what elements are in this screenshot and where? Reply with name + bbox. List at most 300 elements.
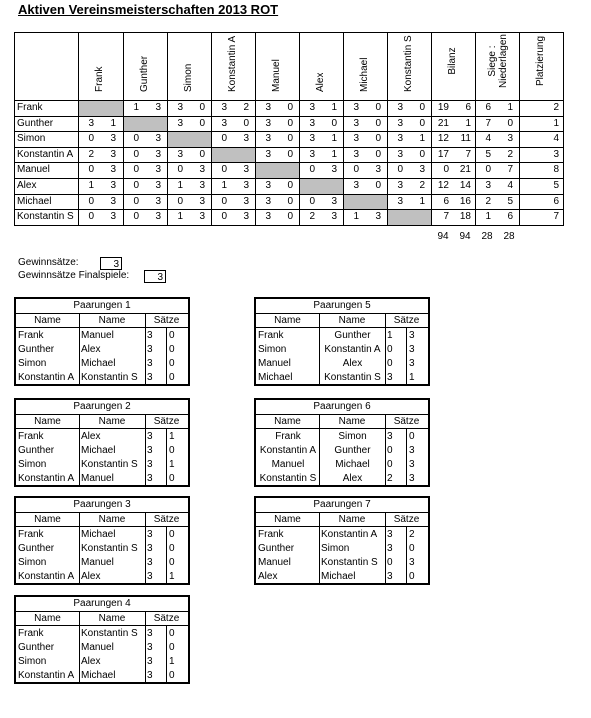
pairing-sets-a: 3 (147, 459, 153, 470)
grid-line (387, 32, 388, 225)
pairing-sets-b: 0 (169, 557, 175, 568)
gewinnsaetze-label: Gewinnsätze: (18, 257, 79, 268)
stat-header-label: Siege : (487, 45, 498, 77)
score-lost: 3 (331, 164, 337, 176)
final-gewinnsaetze-label: Gewinnsätze Finalspiele: (18, 270, 130, 281)
score-won: 0 (221, 195, 227, 207)
pairing-sets-a: 3 (147, 473, 153, 484)
score-lost: 3 (199, 211, 205, 223)
score-won: 0 (309, 164, 315, 176)
pairing-sets-b: 3 (409, 445, 415, 456)
grid-line (166, 429, 167, 485)
pairing-sets-a: 3 (147, 543, 153, 554)
score-lost: 1 (331, 133, 337, 145)
bilanz-lost: 18 (459, 211, 471, 223)
siege: 5 (485, 148, 491, 160)
grid-line (14, 131, 564, 132)
bilanz-lost: 11 (460, 133, 471, 145)
sheet-title: Aktiven Vereinsmeisterschaften 2013 ROT (18, 2, 279, 17)
grid-line (385, 513, 386, 583)
pairing-sets-b: 1 (409, 372, 415, 383)
grid-line (256, 327, 428, 328)
siege: 1 (485, 211, 491, 223)
pairing-player-b: Manuel (81, 473, 114, 484)
row-player-name: Konstantin S (17, 211, 74, 223)
score-lost: 3 (375, 164, 381, 176)
score-won: 0 (88, 211, 94, 223)
pairing-header: Name (319, 513, 385, 527)
grid-line (14, 116, 564, 117)
score-won: 3 (397, 180, 403, 191)
score-won: 3 (221, 102, 227, 113)
grid-line (14, 147, 564, 148)
pairing-sets-b: 1 (169, 431, 175, 442)
platzierung: 1 (553, 117, 559, 129)
pairing-player-a: Frank (258, 330, 284, 341)
score-lost: 1 (331, 148, 337, 160)
score-won: 3 (353, 117, 359, 129)
pairing-title: Paarungen 3 (16, 498, 188, 513)
gewinnsaetze-value[interactable]: 3 (100, 257, 122, 270)
siege: 3 (485, 180, 491, 191)
score-won: 3 (221, 117, 227, 129)
pairing-player-a: Simon (258, 344, 287, 355)
pairing-sets-b: 0 (169, 473, 175, 484)
score-lost: 3 (110, 133, 116, 145)
bilanz-won: 21 (437, 117, 449, 129)
score-lost: 1 (110, 117, 116, 129)
score-lost: 3 (375, 211, 381, 223)
score-lost: 0 (199, 148, 205, 160)
pairing-title: Paarungen 5 (256, 299, 428, 314)
pairing-player-a: Gunther (18, 642, 55, 653)
pairing-player-b: Alex (342, 358, 363, 369)
score-lost: 3 (110, 164, 116, 176)
pairing-player-b: Michael (81, 445, 116, 456)
pairing-player-a: Frank (18, 529, 44, 540)
score-won: 3 (397, 117, 403, 129)
score-won: 3 (397, 195, 403, 207)
siege: 7 (485, 117, 491, 129)
grid-line (256, 428, 428, 429)
pairing-player-a: Konstantin A (18, 670, 75, 681)
score-lost: 0 (419, 117, 425, 129)
pairing-header: Name (256, 415, 319, 429)
pairing-player-a: Gunther (18, 543, 55, 554)
pairing-player-b: Gunther (334, 445, 371, 456)
grid-line (255, 32, 256, 225)
pairing-sets-a: 0 (387, 557, 393, 568)
score-won: 0 (221, 133, 227, 145)
score-won: 3 (177, 117, 183, 129)
score-lost: 0 (287, 148, 293, 160)
pairing-sets-b: 0 (169, 642, 175, 653)
score-lost: 1 (419, 133, 425, 145)
grid-line (79, 314, 80, 384)
grid-line (256, 526, 428, 527)
score-lost: 0 (243, 117, 249, 129)
score-lost: 3 (419, 164, 425, 176)
stat-header-label: Niederlagen (498, 34, 509, 88)
pairing-header: Name (256, 314, 319, 328)
column-total: 28 (481, 231, 493, 242)
pairing-player-b: Michael (81, 529, 116, 540)
pairing-sets-b: 0 (169, 330, 175, 341)
niederlagen: 2 (507, 148, 513, 160)
pairing-player-b: Alex (342, 473, 363, 484)
pairing-player-a: Alex (258, 571, 278, 582)
column-header-label: Gunther (139, 55, 150, 92)
score-lost: 0 (419, 148, 425, 160)
pairing-header: Name (16, 415, 79, 429)
pairing-player-b: Alex (81, 431, 101, 442)
grid-line (166, 328, 167, 384)
pairing-table (14, 297, 190, 386)
pairing-header: Name (319, 415, 385, 429)
pairing-sets-a: 0 (387, 459, 393, 470)
pairing-header: Name (79, 612, 145, 626)
pairing-player-a: Gunther (18, 344, 55, 355)
grid-line (14, 32, 15, 225)
pairing-header: Sätze (385, 415, 428, 429)
score-lost: 3 (110, 211, 116, 223)
pairing-sets-b: 1 (169, 459, 175, 470)
niederlagen: 1 (507, 102, 513, 113)
bilanz-lost: 1 (465, 117, 471, 129)
pairing-player-b: Konstantin S (81, 459, 138, 470)
pairing-sets-b: 0 (169, 529, 175, 540)
siege: 0 (485, 164, 491, 176)
grid-line (123, 32, 124, 225)
score-lost: 3 (155, 211, 161, 223)
bilanz-won: 12 (437, 180, 449, 191)
score-won: 0 (177, 195, 183, 207)
grid-line (145, 314, 146, 384)
score-lost: 0 (375, 133, 381, 145)
pairing-player-b: Manuel (81, 557, 114, 568)
bilanz-won: 6 (443, 195, 449, 207)
bilanz-won: 17 (437, 148, 449, 160)
grid-line (406, 328, 407, 384)
pairing-header: Name (16, 513, 79, 527)
score-won: 0 (309, 195, 315, 207)
pairing-sets-b: 3 (409, 330, 415, 341)
column-header-label: Simon (183, 63, 194, 92)
pairing-player-b: Manuel (81, 642, 114, 653)
niederlagen: 3 (507, 133, 513, 145)
score-won: 3 (177, 148, 183, 160)
pairing-sets-a: 1 (387, 330, 393, 341)
pairing-header: Sätze (145, 314, 188, 328)
score-won: 0 (221, 211, 227, 223)
score-won: 3 (397, 133, 403, 145)
pairing-sets-a: 3 (147, 372, 153, 383)
score-won: 2 (309, 211, 315, 223)
grid-line (319, 415, 320, 485)
pairing-player-b: Michael (81, 358, 116, 369)
pairing-header: Name (16, 314, 79, 328)
pairing-player-a: Frank (258, 529, 284, 540)
score-lost: 3 (199, 195, 205, 207)
pairing-player-a: Konstantin A (18, 473, 75, 484)
score-lost: 0 (331, 117, 337, 129)
score-lost: 3 (155, 102, 161, 113)
pairing-title: Paarungen 4 (16, 597, 188, 612)
score-lost: 3 (331, 195, 337, 207)
pairing-sets-a: 0 (387, 358, 393, 369)
pairing-header: Name (16, 612, 79, 626)
score-lost: 3 (243, 195, 249, 207)
diagonal-cell (256, 163, 299, 178)
pairing-sets-b: 3 (409, 344, 415, 355)
pairing-player-a: Manuel (258, 557, 291, 568)
pairing-sets-a: 3 (147, 656, 153, 667)
score-won: 1 (177, 180, 183, 191)
pairing-sets-b: 0 (169, 628, 175, 639)
bilanz-lost: 6 (465, 102, 471, 113)
score-lost: 1 (331, 102, 337, 113)
grid-line (79, 415, 80, 485)
score-won: 3 (265, 117, 271, 129)
pairing-sets-a: 3 (147, 330, 153, 341)
pairing-sets-a: 3 (387, 529, 393, 540)
pairing-player-b: Alex (81, 656, 101, 667)
pairing-player-b: Alex (81, 344, 101, 355)
score-lost: 3 (155, 164, 161, 176)
grid-line (406, 429, 407, 485)
score-won: 0 (397, 164, 403, 176)
score-lost: 2 (243, 102, 249, 113)
score-won: 0 (133, 148, 139, 160)
pairing-player-a: Simon (18, 459, 47, 470)
niederlagen: 4 (507, 180, 513, 191)
score-lost: 2 (419, 180, 425, 191)
score-won: 3 (265, 148, 271, 160)
score-lost: 3 (110, 195, 116, 207)
pairing-title: Paarungen 2 (16, 400, 188, 415)
score-lost: 0 (287, 195, 293, 207)
grid-line (319, 513, 320, 583)
score-lost: 3 (155, 133, 161, 145)
grid-line (14, 100, 564, 101)
score-lost: 0 (287, 211, 293, 223)
pairing-header: Name (256, 513, 319, 527)
score-won: 3 (265, 102, 271, 113)
score-lost: 3 (199, 164, 205, 176)
pairing-table (254, 297, 430, 386)
score-won: 3 (397, 148, 403, 160)
bilanz-won: 19 (437, 102, 449, 113)
pairing-sets-a: 0 (387, 344, 393, 355)
score-won: 1 (221, 180, 227, 191)
column-header-label: Alex (315, 72, 326, 92)
grid-line (16, 526, 188, 527)
score-lost: 3 (110, 180, 116, 191)
pairing-player-b: Michael (335, 459, 370, 470)
grid-line (431, 32, 432, 225)
score-won: 3 (353, 148, 359, 160)
siege: 2 (485, 195, 491, 207)
score-won: 0 (88, 164, 94, 176)
niederlagen: 5 (507, 195, 513, 207)
column-total: 94 (459, 231, 471, 242)
score-won: 3 (309, 133, 315, 145)
grid-line (475, 32, 476, 225)
pairing-player-a: Konstantin A (259, 445, 317, 456)
grid-line (211, 32, 212, 225)
pairing-player-a: Manuel (258, 358, 291, 369)
pairing-player-b: Konstantin A (321, 529, 378, 540)
diagonal-cell (168, 132, 211, 147)
score-won: 2 (88, 148, 94, 160)
row-player-name: Frank (17, 102, 43, 113)
pairing-sets-a: 3 (147, 344, 153, 355)
score-lost: 3 (331, 211, 337, 223)
grid-line (343, 32, 344, 225)
pairing-header: Sätze (145, 612, 188, 626)
pairing-sets-a: 3 (147, 431, 153, 442)
pairing-player-b: Alex (81, 571, 101, 582)
row-player-name: Simon (17, 133, 46, 145)
pairing-header: Sätze (145, 513, 188, 527)
score-won: 0 (133, 164, 139, 176)
score-lost: 0 (375, 180, 381, 191)
platzierung: 5 (553, 180, 559, 191)
grid-line (14, 194, 564, 195)
grid-line (16, 625, 188, 626)
pairing-table (14, 398, 190, 487)
pairing-sets-a: 3 (387, 571, 393, 582)
pairing-sets-b: 3 (409, 358, 415, 369)
score-lost: 0 (287, 133, 293, 145)
score-won: 0 (88, 195, 94, 207)
pairing-player-a: Gunther (18, 445, 55, 456)
platzierung: 7 (553, 211, 559, 223)
siege: 6 (485, 102, 491, 113)
grid-line (385, 415, 386, 485)
grid-line (319, 314, 320, 384)
column-header-label: Manuel (271, 59, 282, 92)
pairing-player-b: Konstantin A (324, 344, 381, 355)
bilanz-lost: 21 (459, 164, 471, 176)
column-total: 94 (437, 231, 449, 242)
column-header-label: Konstantin S (403, 35, 414, 92)
pairing-player-b: Konstantin S (81, 628, 138, 639)
grid-line (519, 32, 520, 225)
grid-line (79, 612, 80, 682)
bilanz-won: 0 (443, 164, 449, 176)
score-won: 3 (353, 180, 359, 191)
score-lost: 0 (287, 102, 293, 113)
score-lost: 3 (155, 148, 161, 160)
row-player-name: Konstantin A (17, 148, 74, 160)
score-won: 0 (88, 133, 94, 145)
score-lost: 0 (375, 102, 381, 113)
pairing-player-a: Simon (18, 358, 47, 369)
grid-line (78, 32, 79, 225)
pairing-header: Name (79, 314, 145, 328)
grid-line (406, 527, 407, 583)
pairing-header: Sätze (385, 314, 428, 328)
score-won: 1 (88, 180, 94, 191)
score-won: 0 (221, 164, 227, 176)
pairing-player-a: Frank (18, 431, 44, 442)
score-lost: 3 (155, 180, 161, 191)
pairing-player-a: Simon (18, 557, 47, 568)
pairing-sets-b: 2 (409, 529, 415, 540)
pairing-sets-a: 3 (147, 358, 153, 369)
score-won: 3 (265, 133, 271, 145)
pairing-sets-a: 3 (147, 445, 153, 456)
pairing-player-a: Michael (258, 372, 293, 383)
row-player-name: Michael (17, 195, 52, 207)
diagonal-cell (124, 117, 167, 132)
stat-header-label: Platzierung (535, 35, 546, 87)
pairing-sets-a: 2 (387, 473, 393, 484)
diagonal-cell (212, 148, 255, 163)
score-won: 3 (265, 180, 271, 191)
pairing-sets-a: 3 (147, 670, 153, 681)
pairing-table (254, 398, 430, 487)
platzierung: 4 (553, 133, 559, 145)
pairing-header: Name (319, 314, 385, 328)
score-won: 0 (133, 195, 139, 207)
final-gewinnsaetze-value[interactable]: 3 (144, 270, 166, 283)
pairing-player-b: Konstantin S (81, 372, 138, 383)
score-won: 3 (88, 117, 94, 129)
pairing-player-b: Simon (338, 431, 367, 442)
pairing-player-b: Konstantin S (81, 543, 138, 554)
score-won: 3 (265, 211, 271, 223)
niederlagen: 0 (507, 117, 513, 129)
pairing-player-b: Michael (321, 571, 356, 582)
grid-line (16, 327, 188, 328)
niederlagen: 6 (507, 211, 513, 223)
score-won: 3 (353, 102, 359, 113)
score-won: 1 (353, 211, 359, 223)
score-lost: 0 (419, 102, 425, 113)
pairing-player-a: Konstantin A (18, 372, 75, 383)
pairing-sets-b: 1 (169, 656, 175, 667)
platzierung: 3 (553, 148, 559, 160)
pairing-player-b: Gunther (334, 330, 371, 341)
bilanz-won: 12 (437, 133, 449, 145)
score-lost: 3 (110, 148, 116, 160)
platzierung: 6 (553, 195, 559, 207)
score-lost: 0 (375, 148, 381, 160)
pairing-header: Sätze (385, 513, 428, 527)
bilanz-lost: 16 (459, 195, 471, 207)
grid-line (385, 314, 386, 384)
score-won: 3 (353, 133, 359, 145)
grid-line (16, 428, 188, 429)
pairing-title: Paarungen 6 (256, 400, 428, 415)
score-lost: 3 (243, 180, 249, 191)
grid-line (14, 32, 564, 33)
pairing-table (14, 496, 190, 585)
column-total: 28 (503, 231, 515, 242)
column-header-label: Frank (94, 66, 105, 92)
score-won: 3 (265, 195, 271, 207)
pairing-player-a: Frank (18, 628, 44, 639)
diagonal-cell (344, 195, 387, 210)
score-won: 3 (309, 148, 315, 160)
score-lost: 0 (199, 102, 205, 113)
score-lost: 0 (287, 180, 293, 191)
grid-line (563, 32, 564, 225)
pairing-sets-a: 3 (147, 642, 153, 653)
score-won: 3 (309, 102, 315, 113)
